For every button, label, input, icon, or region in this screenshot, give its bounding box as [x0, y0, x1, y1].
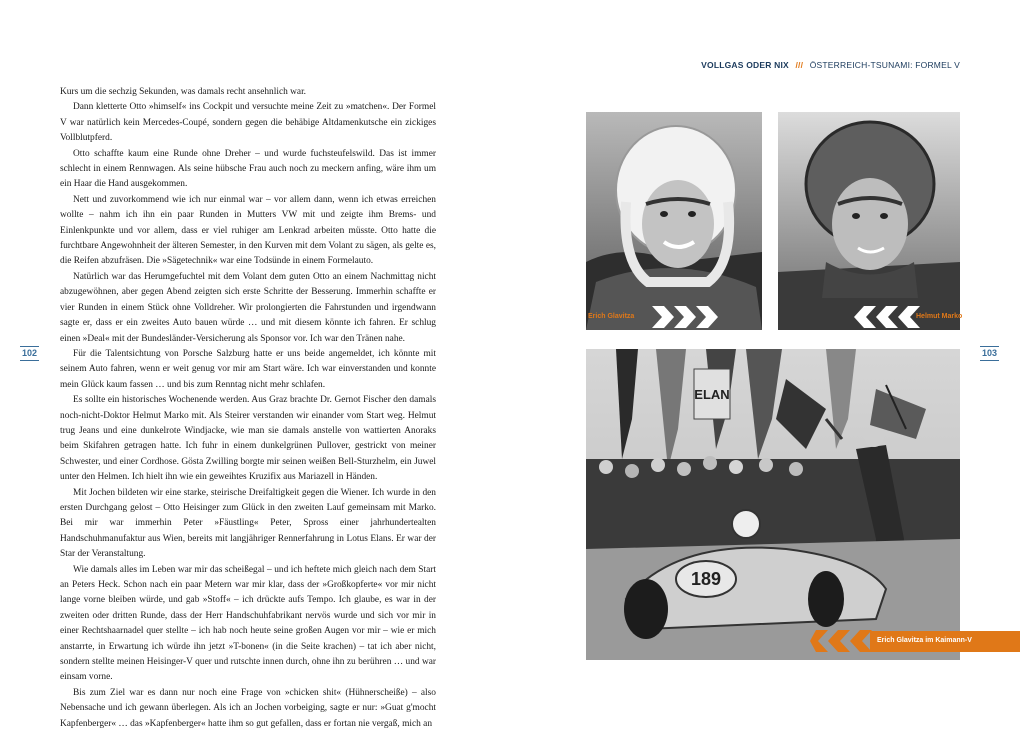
paragraph: Nett und zuvorkommend wie ich nur einmal war – vor allem dann, wenn ich etwas erreichen wollte – nahm ich ihn ein paar Runden in Mutters VW mit und zeigte ihm Brems- und Einlenkpunkte und vor allem, dass er viel ruhiger am Lenkrad arbeiten müsste. Otto hatte die furchtbare Angewohnheit der älteren Semester, in den Kurven mit dem Volant zu sägen, als gelte es, die Reifen abzufräsen. Die »Sägetechnik« war eine Todsünde in einem Formelauto.: [60, 194, 436, 267]
race-number: 189: [690, 569, 722, 589]
photo-race-scene: [586, 349, 960, 660]
paragraph: Wie damals alles im Leben war mir das scheißegal – und ich heftete mich gleich nach dem Start an Peters Heck. Schon nach ein paar Metern war mir klar, dass der »Großkopferte« vor mir nicht lange vorne bleiben würde, und gab »Stoff« – ich drückte aufs Tempo. Ich glaube, es war in der zweiten oder dritten Runde, dass der Herr Handschuhfabrikant nervös wurde und sich vor mir in einer Rechtshaarnadel quer stellte – ich hab noch heute seine großen Augen vor mir – wie er mich anstarrte, in Erwartung ich würde ihn jetzt »T-bonen« (in die Seite krachen) – tat ich aber nicht, sondern stellte meinen Heisinger-V quer und rutschte innen durch, ohne ihn zu berühren … und war einsam vorne.: [60, 564, 436, 683]
header-separator: ///: [795, 60, 804, 70]
caption-helmut-marko: Helmut Marko: [916, 313, 963, 320]
caption-erich-glavitza: Erich Glavitza: [588, 313, 635, 320]
paragraph: Kurs um die sechzig Sekunden, was damals recht ansehnlich war.: [60, 87, 307, 97]
chapter-title: ÖSTERREICH-TSUNAMI: FORMEL V: [809, 60, 960, 70]
chevron-left-icon: [852, 304, 922, 330]
page-number-right: 103: [980, 346, 999, 361]
paragraph: Natürlich war das Herumgefuchtel mit dem Volant dem guten Otto an einem Nachmittag nicht abzugewöhnen, aber gegen Abend zeigten sich erste Schritte der Besserung. Immerhin schaffte er vier Runden in einem Stück ohne Volldreher. Wir prolongierten die Fahrstunden und irgendwann sagte er, dass er ein zweites Auto bauen würde … und mit diesem könnte ich fahren. Er schlug einen »Deal« mit der Bundesländer-Versicherung als Sponsor vor. Ich war den Tränen nahe.: [60, 271, 436, 344]
flag-text: ELAN: [694, 387, 730, 402]
paragraph: Für die Talentsichtung von Porsche Salzburg hatte er uns beide angemeldet, ich könnte mit seinem Auto fahren, wenn er weit genug vor mir am Start wäre. Ich war einverstanden und konnte mein Glück kaum fassen … und bis zum Renntag nicht mehr schlafen.: [60, 348, 436, 390]
caption-race-scene: Erich Glavitza im Kaimann-V: [877, 637, 972, 644]
page-number-left: 102: [20, 346, 39, 361]
paragraph: Es sollte ein historisches Wochenende werden. Aus Graz brachte Dr. Gernot Fischer den damals noch-nicht-Doktor Helmut Marko mit. Als Steirer verstanden wir einander vom Start weg. Helmut trug Jeans und eine dunkelrote Windjacke, wie man sie damals anstelle von wattierten Anoraks beim Skifahren getragen hatte. Ich fuhr in einem dunkelgrünen Pullover, gestrickt von meiner Schwester, und einer Cordhose. Gösta Zwilling borgte mir seinen weißen Bell-Sturzhelm, ein Juwel unter den Helmen. Ich hielt ihn wie ein geweihtes Kruzifix aus Mariazell in Händen.: [60, 395, 436, 483]
paragraph: Otto schaffte kaum eine Runde ohne Dreher – und wurde fuchsteufelswild. Das ist immer schlecht in einem Rennwagen. Als seine hübsche Frau auch noch zu meckern anfing, wäre ihm um ein Haar die Hand ausgekommen.: [60, 148, 436, 190]
paragraph: Dann kletterte Otto »himself« ins Cockpit und versuchte meine Zeit zu »matchen«. Der Formel V war natürlich kein Mercedes-Coupé, sondern gegen die behäbige Altdamenkutsche ein zickiges Vollblutpferd.: [60, 102, 436, 144]
paragraph: Mit Jochen bildeten wir eine starke, steirische Dreifaltigkeit gegen die Wiener. Ich wurde in den ersten Durchgang gelost – Otto Heisinger zum Glück in den zweiten Lauf gemeinsam mit Marko. Bei mir war immerhin Peter »Fäustling« Peter, Spross einer jahrhundertealten Handschuhmanufaktur aus Wien, bereits mit langjähriger Rennerfahrung in Lotus Elans. Er war der Star der Veranstaltung.: [60, 487, 436, 560]
body-text-column: [60, 85, 436, 732]
book-title: VOLLGAS ODER NIX: [701, 60, 789, 70]
running-head: [701, 60, 960, 70]
chevron-left-icon: [810, 628, 874, 654]
paragraph: Bis zum Ziel war es dann nur noch eine Frage von »chicken shit« (Hühnerscheiße) – also Nebensache und ich gewann überlegen. Als ich an Jochen vorbeiging, sagte er nur: »Guat g'mocht Kapfenberger« … das »Kapfenberger« hatte ihm so gut gefallen, dass er fortan nie vergaß, mich an: [60, 687, 436, 729]
chevron-right-icon: [650, 304, 720, 330]
photo-erich-glavitza: [586, 112, 762, 330]
photo-helmut-marko: [778, 112, 963, 330]
